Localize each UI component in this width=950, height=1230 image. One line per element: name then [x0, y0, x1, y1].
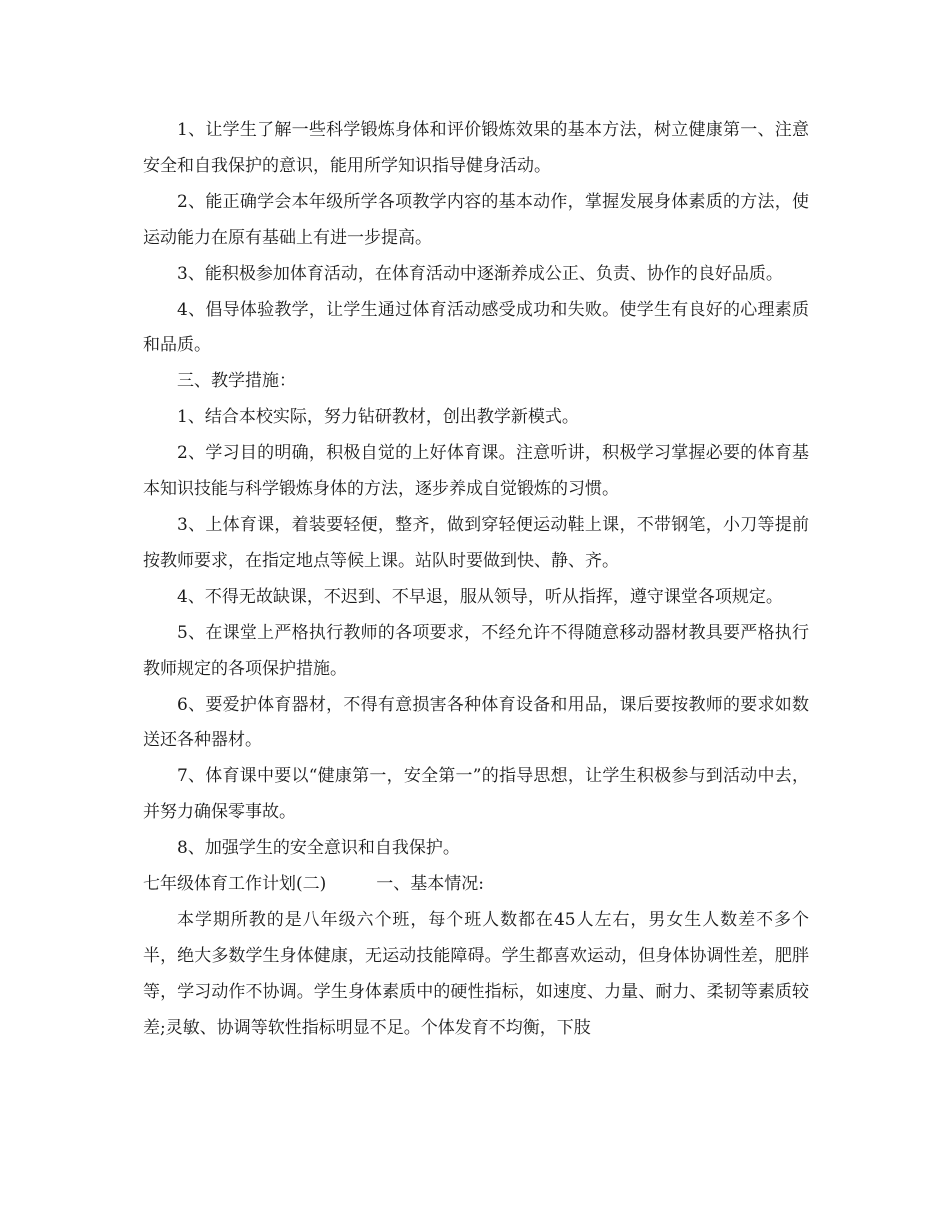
paragraph-measure-8: 8、加强学生的安全意识和自我保护。 — [177, 838, 460, 859]
paragraph-basic-situation: 本学期所教的是八年级六个班，每个班人数都在45人左右，男女生人数差不多个半，绝大多数学生身体健康，无运动技能障碍。学生都喜欢运动，但身体协调性差，肥胖等，学习动作不协调。学生身体素质中的硬性指标，如速度、力量、耐力、柔韧等素质较差;灵敏、协调等软性指标明显不足。个体发育不均衡，下肢 — [143, 909, 809, 1038]
paragraph-goal-1: 1、让学生了解一些科学锻炼身体和评价锻炼效果的基本方法，树立健康第一、注意安全和自我保护的意识，能用所学知识指导健身活动。 — [143, 120, 809, 176]
paragraph-measure-1: 1、结合本校实际，努力钻研教材，创出教学新模式。 — [177, 407, 579, 428]
paragraph-measure-7: 7、体育课中要以“健康第一，安全第一”的指导思想，让学生积极参与到活动中去，并努力确保零事故。 — [143, 766, 809, 823]
section-heading-basic: 一、基本情况: — [376, 874, 484, 895]
paragraph-measure-5: 5、在课堂上严格执行教师的各项要求，不经允许不得随意移动器材教具要严格执行教师规定的各项保护措施。 — [143, 622, 809, 679]
paragraph-measure-2: 2、学习目的明确，积极自觉的上好体育课。注意听讲，积极学习掌握必要的体育基本知识技能与科学锻炼身体的方法，逐步养成自觉锻炼的习惯。 — [143, 443, 809, 500]
paragraph-measure-4: 4、不得无故缺课，不迟到、不早退，服从领导，听从指挥，遵守课堂各项规定。 — [177, 586, 783, 607]
paragraph-measure-6: 6、要爱护体育器材，不得有意损害各种体育设备和用品，课后要按教师的要求如数送还各种器材。 — [143, 694, 809, 751]
section-heading-measures: 三、教学措施： — [177, 371, 296, 392]
document-body — [143, 113, 809, 1047]
paragraph-measure-3: 3、上体育课，着装要轻便，整齐，做到穿轻便运动鞋上课，不带钢笔，小刀等提前按教师要求，在指定地点等候上课。站队时要做到快、静、齐。 — [143, 514, 809, 571]
paragraph-goal-2: 2、能正确学会本年级所学各项教学内容的基本动作，掌握发展身体素质的方法，使运动能力在原有基础上有进一步提高。 — [143, 191, 809, 248]
paragraph-goal-4: 4、倡导体验教学，让学生通过体育活动感受成功和失败。使学生有良好的心理素质和品质。 — [143, 299, 809, 356]
paragraph-goal-3: 3、能积极参加体育活动，在体育活动中逐渐养成公正、负责、协作的良好品质。 — [177, 263, 783, 284]
section-title-line — [143, 867, 809, 903]
section-title: 七年级体育工作计划(二) — [143, 874, 327, 895]
